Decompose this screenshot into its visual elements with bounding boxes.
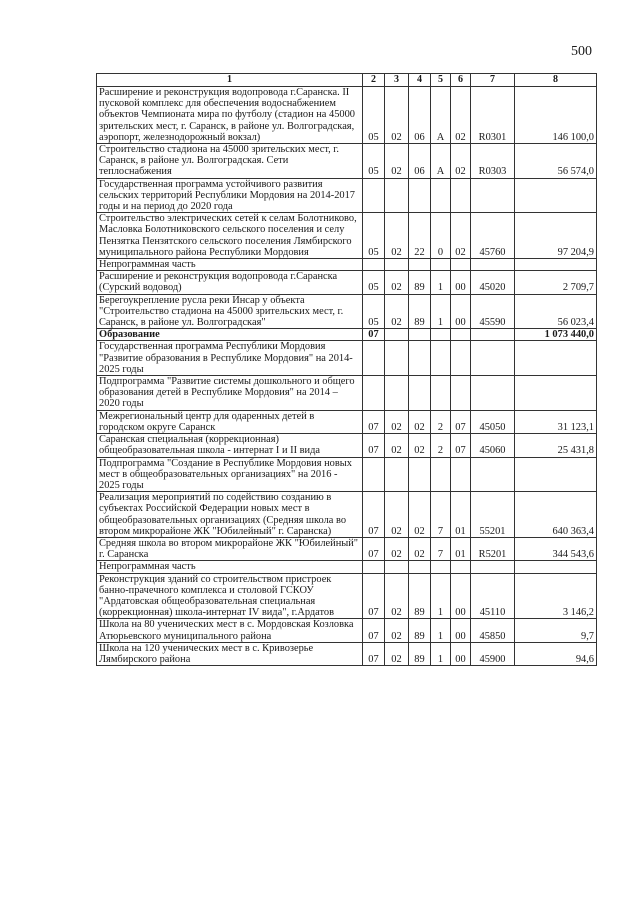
row-code: 2	[431, 434, 451, 457]
row-code: А	[431, 144, 451, 179]
row-code	[431, 457, 451, 492]
table-row	[97, 376, 597, 411]
row-code	[431, 329, 451, 341]
row-code	[451, 178, 471, 213]
row-code	[385, 178, 409, 213]
row-name: Подпрограмма "Развитие системы дошкольного и общего образования детей в Республике Мордовия" на 2014 – 2020 годы	[97, 376, 363, 411]
row-code	[431, 561, 451, 573]
row-code	[431, 259, 451, 271]
row-amount	[515, 178, 597, 213]
row-code	[409, 561, 431, 573]
row-amount: 146 100,0	[515, 87, 597, 144]
row-amount	[515, 259, 597, 271]
row-code	[385, 329, 409, 341]
row-code	[471, 341, 515, 376]
row-name: Реализация мероприятий по содействию созданию в субъектах Российской Федерации новых мест в общеобразовательных организациях (Средняя школа во втором микрорайоне ЖК "Юбилейный" г. Саранска)	[97, 492, 363, 538]
row-code: 02	[409, 434, 431, 457]
row-code	[409, 259, 431, 271]
row-code: 45850	[471, 619, 515, 642]
row-code: 00	[451, 271, 471, 294]
row-code	[431, 341, 451, 376]
row-amount	[515, 376, 597, 411]
row-code: 89	[409, 271, 431, 294]
table-row	[97, 573, 597, 619]
table-row	[97, 144, 597, 179]
row-name: Образование	[97, 329, 363, 341]
row-name: Средняя школа во втором микрорайоне ЖК "Юбилейный" г. Саранска	[97, 537, 363, 560]
row-code: 07	[363, 410, 385, 433]
row-code	[409, 457, 431, 492]
row-code: 02	[451, 87, 471, 144]
row-code: 07	[363, 434, 385, 457]
row-code	[451, 457, 471, 492]
table-row	[97, 457, 597, 492]
row-code: 1	[431, 642, 451, 665]
row-code: 07	[363, 619, 385, 642]
row-code	[451, 259, 471, 271]
row-code: 07	[363, 642, 385, 665]
row-name: Строительство электрических сетей к селам Болотниково, Масловка Болотниковского сельского поселения и селу Пензятка Пензятского сельского поселения Лямбирского муниципального района Республики Мордовия	[97, 213, 363, 259]
row-code: 06	[409, 87, 431, 144]
row-code: 02	[451, 213, 471, 259]
row-code: 07	[451, 434, 471, 457]
row-code: 02	[385, 492, 409, 538]
row-amount	[515, 341, 597, 376]
row-code	[409, 376, 431, 411]
row-code: 02	[385, 619, 409, 642]
row-code	[363, 376, 385, 411]
row-code	[363, 259, 385, 271]
row-code: 89	[409, 619, 431, 642]
table-row	[97, 561, 597, 573]
row-code	[385, 561, 409, 573]
table-row	[97, 259, 597, 271]
row-name: Государственная программа устойчивого развития сельских территорий Республики Мордовия на 2014-2017 годы и на период до 2020 года	[97, 178, 363, 213]
column-header: 6	[451, 74, 471, 87]
row-code: 1	[431, 619, 451, 642]
column-header: 2	[363, 74, 385, 87]
row-code: 7	[431, 492, 451, 538]
row-code: 2	[431, 410, 451, 433]
table-row	[97, 178, 597, 213]
row-code	[385, 457, 409, 492]
row-amount: 2 709,7	[515, 271, 597, 294]
row-name: Государственная программа Республики Мордовия "Развитие образования в Республике Мордовия" на 2014-2025 годы	[97, 341, 363, 376]
table-row	[97, 213, 597, 259]
row-amount: 25 431,8	[515, 434, 597, 457]
row-code: 45020	[471, 271, 515, 294]
row-code: 00	[451, 619, 471, 642]
row-code: 05	[363, 144, 385, 179]
row-code: 00	[451, 642, 471, 665]
column-header: 8	[515, 74, 597, 87]
table-row	[97, 271, 597, 294]
row-code: 02	[385, 642, 409, 665]
row-code: 02	[451, 144, 471, 179]
row-code: 55201	[471, 492, 515, 538]
row-code	[363, 178, 385, 213]
row-code: 45900	[471, 642, 515, 665]
row-code: 05	[363, 294, 385, 329]
column-header: 5	[431, 74, 451, 87]
row-code	[385, 376, 409, 411]
row-code: 07	[451, 410, 471, 433]
row-amount	[515, 561, 597, 573]
row-name: Непрограммная часть	[97, 561, 363, 573]
header-row	[97, 74, 597, 87]
row-code	[471, 376, 515, 411]
row-code	[363, 561, 385, 573]
row-code: 1	[431, 271, 451, 294]
row-name: Саранская специальная (коррекционная) общеобразовательная школа - интернат I и II вида	[97, 434, 363, 457]
row-code: 45050	[471, 410, 515, 433]
row-code: 45110	[471, 573, 515, 619]
row-code	[385, 259, 409, 271]
row-code: 45590	[471, 294, 515, 329]
table-row	[97, 619, 597, 642]
row-name: Расширение и реконструкция водопровода г.Саранска (Сурский водовод)	[97, 271, 363, 294]
table-row	[97, 294, 597, 329]
row-code: 05	[363, 87, 385, 144]
row-code	[471, 457, 515, 492]
row-code: R5201	[471, 537, 515, 560]
row-name: Школа на 120 ученических мест в с. Кривозерье Лямбирского района	[97, 642, 363, 665]
row-code: 07	[363, 492, 385, 538]
row-code: 02	[409, 410, 431, 433]
row-name: Строительство стадиона на 45000 зрительских мест, г. Саранск, в районе ул. Волгоградская. Сети теплоснабжения	[97, 144, 363, 179]
row-code: 00	[451, 573, 471, 619]
table-row	[97, 410, 597, 433]
row-amount: 3 146,2	[515, 573, 597, 619]
row-code: 89	[409, 294, 431, 329]
row-code: 89	[409, 573, 431, 619]
row-code	[385, 341, 409, 376]
table-row	[97, 329, 597, 341]
row-code	[451, 561, 471, 573]
row-code: 02	[385, 87, 409, 144]
row-code: 02	[385, 144, 409, 179]
row-code: 07	[363, 573, 385, 619]
row-code	[451, 376, 471, 411]
column-header: 3	[385, 74, 409, 87]
row-code	[471, 561, 515, 573]
row-code	[363, 457, 385, 492]
row-code: 02	[385, 213, 409, 259]
row-code: 07	[363, 329, 385, 341]
row-code	[431, 376, 451, 411]
table-row	[97, 434, 597, 457]
row-code	[409, 329, 431, 341]
row-amount: 640 363,4	[515, 492, 597, 538]
row-amount: 344 543,6	[515, 537, 597, 560]
row-code: 1	[431, 294, 451, 329]
row-code: 89	[409, 642, 431, 665]
row-code: 02	[409, 492, 431, 538]
row-amount: 56 574,0	[515, 144, 597, 179]
row-code: 07	[363, 537, 385, 560]
row-code: 7	[431, 537, 451, 560]
row-name: Реконструкция зданий со строительством пристроек банно-прачечного комплекса и столовой ГСКОУ "Ардатовская общеобразовательная специальная (коррекционная) школа-интернат IV вида", г.Ардатов	[97, 573, 363, 619]
budget-table	[96, 73, 597, 666]
row-code: 01	[451, 537, 471, 560]
row-code: 02	[385, 294, 409, 329]
row-name: Расширение и реконструкция водопровода г.Саранска. II пусковой комплекс для обеспечения водоснабжением объектов Чемпионата мира по футболу (стадион на 45000 зрительских мест, г. Саранск, в районе ул. Волгоградская, аэропорт, железнодорожный вокзал)	[97, 87, 363, 144]
row-amount: 31 123,1	[515, 410, 597, 433]
table-row	[97, 492, 597, 538]
row-code: 00	[451, 294, 471, 329]
row-code	[451, 329, 471, 341]
row-code	[431, 178, 451, 213]
row-code: А	[431, 87, 451, 144]
row-code: 02	[385, 537, 409, 560]
row-code	[471, 329, 515, 341]
row-code: R0303	[471, 144, 515, 179]
row-amount	[515, 457, 597, 492]
row-code: 1	[431, 573, 451, 619]
page-number: 500	[571, 44, 592, 59]
row-amount: 1 073 440,0	[515, 329, 597, 341]
row-code: 45760	[471, 213, 515, 259]
row-code: 02	[385, 434, 409, 457]
row-code	[363, 341, 385, 376]
row-code: R0301	[471, 87, 515, 144]
row-amount: 9,7	[515, 619, 597, 642]
row-code	[451, 341, 471, 376]
row-name: Школа на 80 ученических мест в с. Мордовская Козловка Атюрьевского муниципального района	[97, 619, 363, 642]
table-row	[97, 87, 597, 144]
row-code: 02	[409, 537, 431, 560]
column-header: 4	[409, 74, 431, 87]
column-header: 1	[97, 74, 363, 87]
row-amount: 56 023,4	[515, 294, 597, 329]
table-row	[97, 537, 597, 560]
row-code	[471, 259, 515, 271]
column-header: 7	[471, 74, 515, 87]
row-amount: 94,6	[515, 642, 597, 665]
row-code	[409, 341, 431, 376]
row-name: Непрограммная часть	[97, 259, 363, 271]
row-code: 05	[363, 213, 385, 259]
table-row	[97, 642, 597, 665]
row-name: Берегоукрепление русла реки Инсар у объекта "Строительство стадиона на 45000 зрительских мест, г. Саранск, в районе ул. Волгоградская"	[97, 294, 363, 329]
row-code: 0	[431, 213, 451, 259]
row-code: 22	[409, 213, 431, 259]
row-code: 02	[385, 271, 409, 294]
row-code: 01	[451, 492, 471, 538]
row-code	[409, 178, 431, 213]
row-code: 02	[385, 573, 409, 619]
row-code: 06	[409, 144, 431, 179]
row-code: 05	[363, 271, 385, 294]
row-code: 45060	[471, 434, 515, 457]
row-name: Межрегиональный центр для одаренных детей в городском округе Саранск	[97, 410, 363, 433]
row-name: Подпрограмма "Создание в Республике Мордовия новых мест в общеобразовательных организациях" на 2016 - 2025 годы	[97, 457, 363, 492]
row-amount: 97 204,9	[515, 213, 597, 259]
table-row	[97, 341, 597, 376]
row-code: 02	[385, 410, 409, 433]
row-code	[471, 178, 515, 213]
